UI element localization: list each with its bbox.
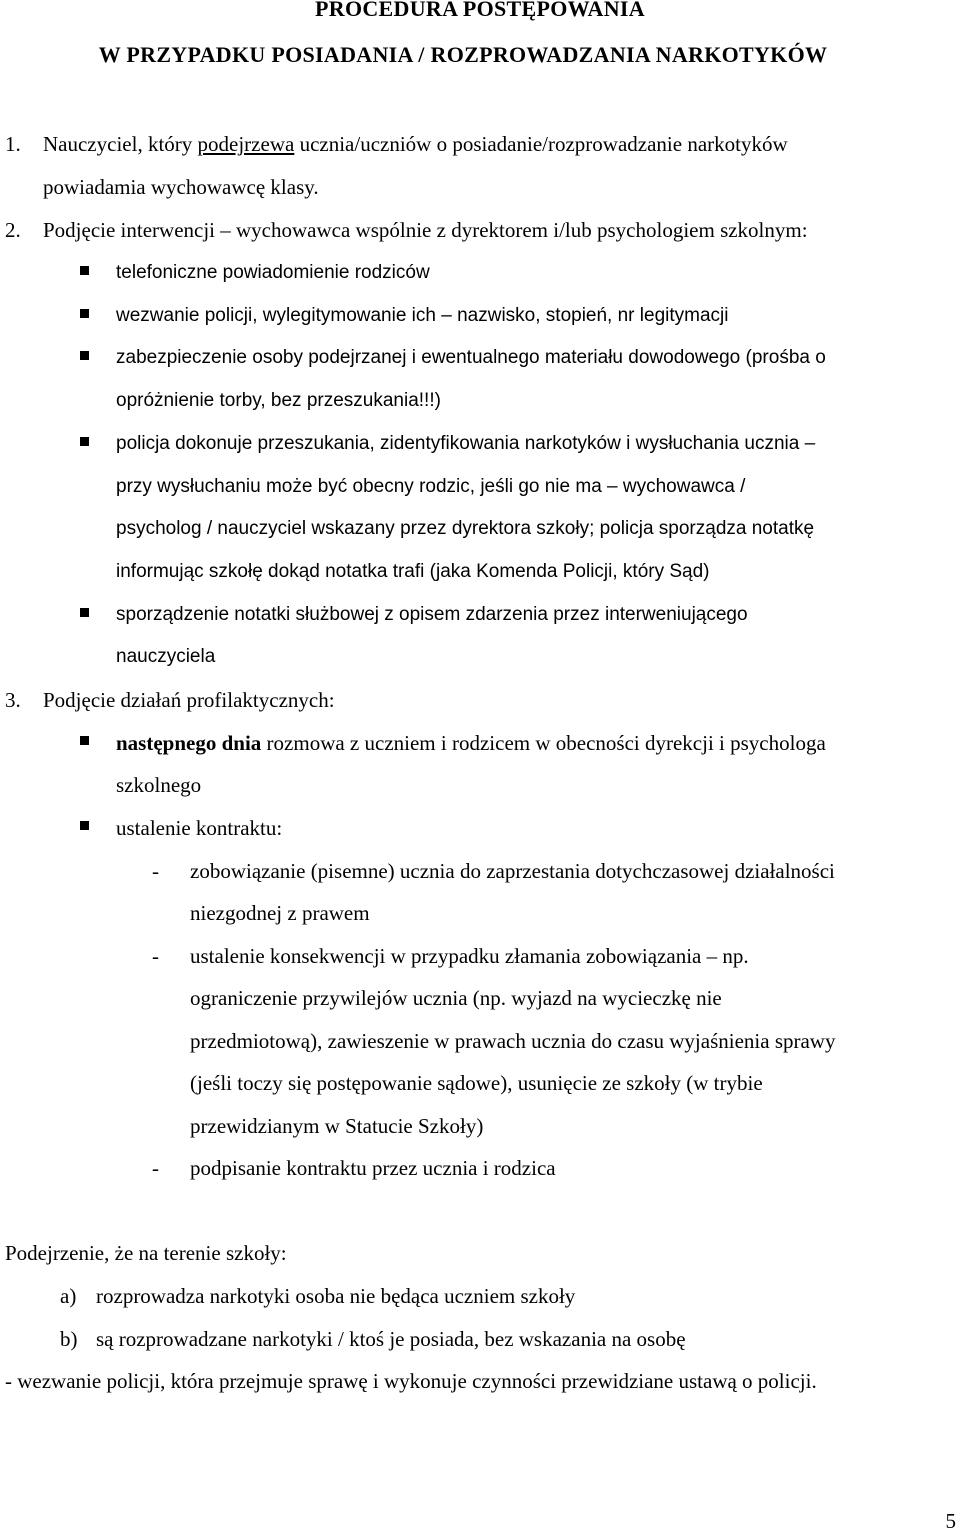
item3-dash-2-l2: ograniczenie przywilejów ucznia (np. wyjazd na wycieczkę nie (190, 986, 722, 1010)
item3-bullet-1-rest: rozmowa z uczniem i rodzicem w obecności dyrekcji i psychologa (261, 731, 826, 755)
item3-bullet-1-cont: szkolnego (116, 773, 202, 797)
item2-bullet-3-cont: opróżnienie torby, bez przeszukania!!!) (116, 390, 441, 411)
item3-dash-2-l3: przedmiotową), zawieszenie w prawach ucznia do czasu wyjaśnienia sprawy (190, 1029, 836, 1053)
dash-marker: - (152, 1156, 159, 1180)
item3-bullet-1-bold: następnego dnia (116, 731, 262, 755)
item3-dash-2-l1: ustalenie konsekwencji w przypadku złamania zobowiązania – np. (190, 944, 749, 968)
item3-number: 3. (5, 688, 21, 712)
title-line-1: PROCEDURA POSTĘPOWANIA (315, 0, 645, 21)
item3-dash-1-cont: niezgodnej z prawem (190, 901, 370, 925)
title-line-2: W PRZYPADKU POSIADANIA / ROZPROWADZANIA NARKOTYKÓW (98, 42, 828, 67)
item2-bullet-1: telefoniczne powiadomienie rodziców (116, 262, 430, 283)
item3-bullet-1 (116, 730, 826, 756)
item1-pre: Nauczyciel, który (43, 132, 198, 156)
bullet-square-icon (80, 437, 89, 446)
item1-text (43, 131, 957, 157)
item2-police-1: policja dokonuje przeszukania, zidentyfikowania narkotyków i wysłuchania ucznia – (116, 433, 816, 454)
item2-number: 2. (5, 218, 21, 242)
item1-post: ucznia/uczniów o posiadanie/rozprowadzanie narkotyków (294, 132, 788, 156)
dash-marker: - (152, 944, 159, 968)
item2-police-4: informując szkołę dokąd notatka trafi (jaka Komenda Policji, który Sąd) (116, 561, 710, 582)
item2-text: Podjęcie interwencji – wychowawca wspólnie z dyrektorem i/lub psychologiem szkolnym: (43, 218, 808, 242)
item1-underlined: podejrzewa (197, 132, 295, 156)
bullet-square-icon (80, 351, 89, 360)
suspicion-heading: Podejrzenie, że na terenie szkoły: (5, 1241, 287, 1265)
suspicion-final: - wezwanie policji, która przejmuje sprawę i wykonuje czynności przewidziane ustawą o policji. (5, 1369, 817, 1393)
item1-number: 1. (5, 132, 21, 156)
bullet-square-icon (80, 821, 89, 830)
item3-dash-1: zobowiązanie (pisemne) ucznia do zaprzestania dotychczasowej działalności (190, 859, 835, 883)
dash-marker: - (152, 859, 159, 883)
bullet-square-icon (80, 309, 89, 318)
item2-note-1: sporządzenie notatki służbowej z opisem zdarzenia przez interweniującego (116, 604, 748, 625)
item2-note-2: nauczyciela (116, 646, 216, 667)
bullet-square-icon (80, 266, 89, 275)
bullet-square-icon (80, 608, 89, 617)
item3-text: Podjęcie działań profilaktycznych: (43, 688, 335, 712)
item1-continuation: powiadamia wychowawcę klasy. (43, 175, 319, 199)
item3-dash-2-l4: (jeśli toczy się postępowanie sądowe), usunięcie ze szkoły (w trybie (190, 1071, 763, 1095)
page-number: 5 (945, 1509, 956, 1533)
item3-dash-2-l5: przewidzianym w Statucie Szkoły) (190, 1114, 484, 1138)
suspicion-a-label: a) (60, 1284, 77, 1308)
item2-bullet-2: wezwanie policji, wylegitymowanie ich – nazwisko, stopień, nr legitymacji (116, 305, 729, 326)
item3-dash-3: podpisanie kontraktu przez ucznia i rodzica (190, 1156, 556, 1180)
item2-bullet-3: zabezpieczenie osoby podejrzanej i ewentualnego materiału dowodowego (prośba o (116, 347, 826, 368)
suspicion-b-text: są rozprowadzane narkotyki / ktoś je posiada, bez wskazania na osobę (96, 1327, 686, 1351)
item2-police-2: przy wysłuchaniu może być obecny rodzic, jeśli go nie ma – wychowawca / (116, 476, 746, 497)
suspicion-a-text: rozprowadza narkotyki osoba nie będąca uczniem szkoły (96, 1284, 576, 1308)
bullet-square-icon (80, 736, 89, 745)
item2-police-3: psycholog / nauczyciel wskazany przez dyrektora szkoły; policja sporządza notatkę (116, 518, 815, 539)
item3-bullet-2: ustalenie kontraktu: (116, 816, 283, 840)
suspicion-b-label: b) (60, 1327, 78, 1351)
